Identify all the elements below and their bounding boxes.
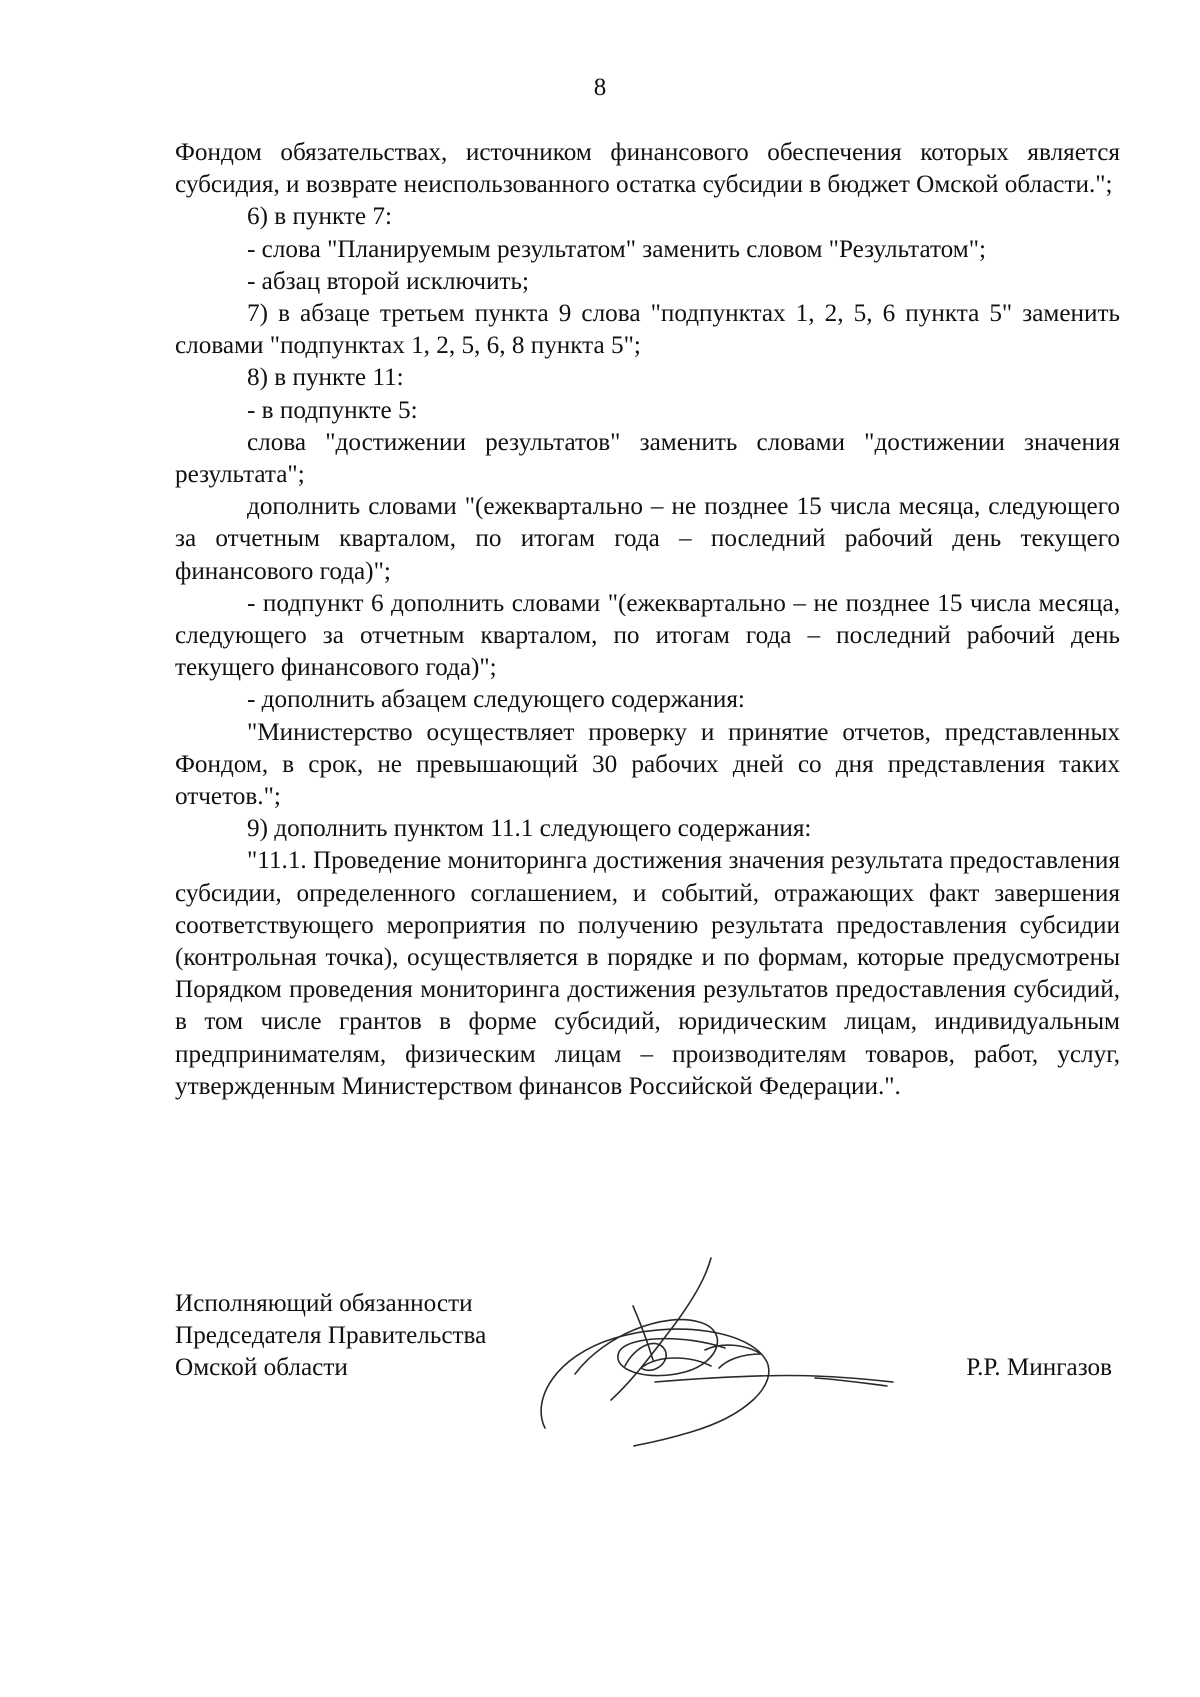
paragraph: - слова "Планируемым результатом" заменить словом "Результатом"; [247, 235, 986, 263]
paragraph: - в подпункте 5: [247, 396, 418, 424]
paragraph: "Министерство осуществляет проверку и принятие отчетов, представленных Фондом, в срок, не превышающий 30 рабочих дней со дня представления таких отчетов."; [175, 718, 1120, 811]
signer-title-line: Исполняющий обязанности [175, 1290, 473, 1317]
handwritten-signature [515, 1250, 905, 1450]
paragraph: - абзац второй исключить; [247, 267, 530, 295]
paragraph: 7) в абзаце третьем пункта 9 слова "подпунктах 1, 2, 5, 6 пункта 5" заменить словами "подпунктах 1, 2, 5, 6, 8 пункта 5"; [175, 300, 1120, 360]
signer-title [175, 1288, 486, 1385]
paragraph: Фондом обязательствах, источником финансового обеспечения которых является субсидия, и возврате неиспользованного остатка субсидии в бюджет Омской области."; [175, 139, 1120, 199]
paragraph: "11.1. Проведение мониторинга достижения значения результата предоставления субсидии, определенного соглашением, и событий, отражающих факт завершения соответствующего мероприятия по получению результата предоставления субсидии (контрольная точка), осуществляется в порядке и по формам, которые предусмотрены Порядком проведения мониторинга достижения результатов предоставления субсидий, в том числе грантов в форме субсидий, юридическим лицам, индивидуальным предпринимателям, физическим лицам – производителям товаров, работ, услуг, утвержденным Министерством финансов Российской Федерации.". [175, 847, 1120, 1100]
paragraph: 8) в пункте 11: [247, 364, 404, 392]
signature-block [175, 1288, 1120, 1428]
paragraph: 9) дополнить пунктом 11.1 следующего содержания: [247, 815, 812, 843]
document-body [175, 137, 1120, 1103]
page-number: 8 [593, 74, 607, 101]
paragraph: - дополнить абзацем следующего содержания: [247, 686, 745, 714]
paragraph: дополнить словами "(ежеквартально – не позднее 15 числа месяца, следующего за отчетным кварталом, по итогам года – последний рабочий день текущего финансового года)"; [175, 493, 1120, 585]
paragraph: - подпункт 6 дополнить словами "(ежеквартально – не позднее 15 числа месяца, следующего за отчетным кварталом, по итогам года – последний рабочий день текущего финансового года)"; [175, 589, 1120, 682]
signer-name: Р.Р. Мингазов [966, 1354, 1112, 1381]
paragraph: слова "достижении результатов" заменить словами "достижении значения результата"; [175, 428, 1120, 489]
paragraph: 6) в пункте 7: [247, 203, 393, 231]
signer-title-line: Омской области [175, 1354, 348, 1382]
signer-title-line: Председателя Правительства [175, 1322, 487, 1350]
